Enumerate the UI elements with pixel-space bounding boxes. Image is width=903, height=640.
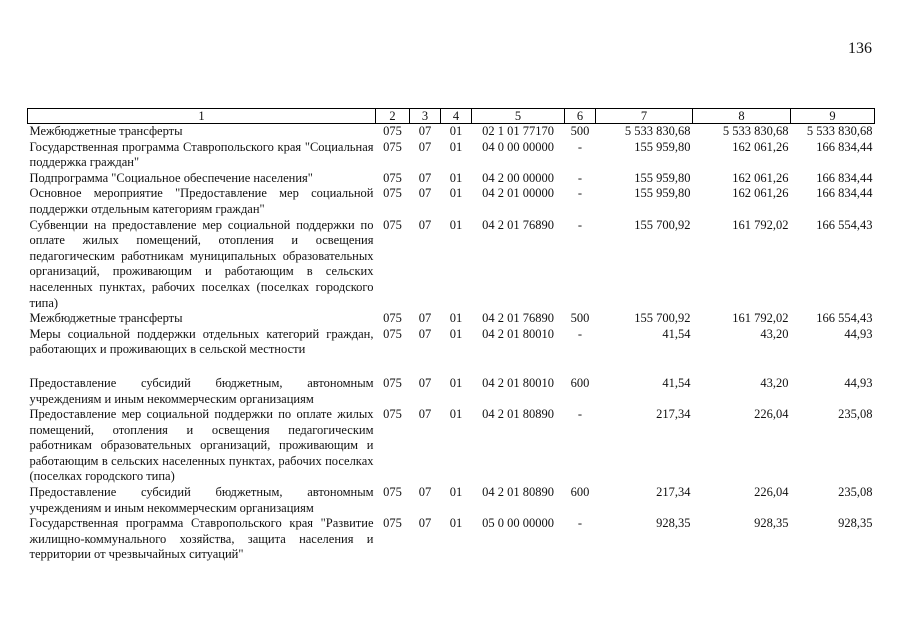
row-amount-year-2: 226,04 bbox=[754, 485, 789, 500]
row-section: 07 bbox=[418, 139, 432, 154]
table-row bbox=[28, 186, 875, 217]
row-amount-year-3: 166 554,43 bbox=[816, 311, 873, 326]
row-target-article: 04 2 01 80010 bbox=[482, 375, 554, 390]
row-code: 075 bbox=[383, 516, 402, 531]
column-header-code: 2 bbox=[376, 109, 410, 124]
row-code: 075 bbox=[383, 326, 402, 341]
row-section: 07 bbox=[418, 375, 432, 390]
row-amount-year-3: 166 834,44 bbox=[816, 170, 873, 185]
row-amount-year-3: 44,93 bbox=[844, 375, 873, 390]
row-expense-type: - bbox=[577, 170, 583, 185]
row-amount-year-1: 155 700,92 bbox=[634, 311, 691, 326]
row-name: Предоставление субсидий бюджетным, автономным учреждениям и иным некоммерческим организациям bbox=[29, 375, 374, 406]
row-subsection: 01 bbox=[449, 139, 463, 154]
table-row bbox=[28, 516, 875, 563]
row-target-article: 04 2 00 00000 bbox=[482, 170, 554, 185]
row-subsection: 01 bbox=[449, 217, 463, 232]
row-amount-year-3: 166 554,43 bbox=[816, 217, 873, 232]
row-section: 07 bbox=[418, 485, 432, 500]
budget-table bbox=[27, 108, 875, 563]
row-subsection: 01 bbox=[449, 407, 463, 422]
table-row bbox=[28, 407, 875, 485]
row-code: 075 bbox=[383, 139, 402, 154]
row-target-article: 04 2 01 00000 bbox=[482, 186, 554, 201]
row-target-article: 04 0 00 00000 bbox=[482, 139, 554, 154]
row-subsection: 01 bbox=[449, 186, 463, 201]
row-amount-year-1: 41,54 bbox=[662, 375, 691, 390]
row-name: Основное мероприятие "Предоставление мер социальной поддержки отдельным категориям граждан" bbox=[29, 186, 374, 216]
row-target-article: 04 2 01 80890 bbox=[482, 407, 554, 422]
row-code: 075 bbox=[383, 485, 402, 500]
row-expense-type: - bbox=[577, 516, 583, 531]
row-subsection: 01 bbox=[449, 516, 463, 531]
row-code: 075 bbox=[383, 124, 402, 138]
row-expense-type: 600 bbox=[570, 375, 590, 390]
row-subsection: 01 bbox=[449, 485, 463, 500]
row-expense-type: - bbox=[577, 186, 583, 201]
row-amount-year-3: 166 834,44 bbox=[816, 139, 873, 154]
row-amount-year-1: 41,54 bbox=[662, 326, 691, 341]
row-amount-year-2: 43,20 bbox=[760, 326, 789, 341]
row-amount-year-2: 162 061,26 bbox=[732, 139, 789, 154]
row-target-article: 04 2 01 76890 bbox=[482, 217, 554, 232]
row-amount-year-2: 226,04 bbox=[754, 407, 789, 422]
row-name: Государственная программа Ставропольского края "Развитие жилищно-коммунального хозяйства, защита населения и территории от чрезвычайных ситуаций" bbox=[29, 516, 374, 562]
row-section: 07 bbox=[418, 407, 432, 422]
table-row bbox=[28, 124, 875, 140]
row-name: Предоставление мер социальной поддержки по оплате жилых помещений, отопления и освещения педагогическим работникам образовательных организаций, проживающим и работающим в сельских населенных пунктах, рабочих поселках (поселках городского типа) bbox=[29, 407, 374, 484]
row-target-article: 04 2 01 80010 bbox=[482, 326, 554, 341]
page-number: 136 bbox=[848, 40, 872, 57]
table-row bbox=[28, 218, 875, 312]
row-target-article: 02 1 01 77170 bbox=[482, 124, 554, 138]
row-amount-year-1: 155 959,80 bbox=[634, 186, 691, 201]
row-subsection: 01 bbox=[449, 124, 463, 138]
row-section: 07 bbox=[418, 186, 432, 201]
row-section: 07 bbox=[418, 217, 432, 232]
row-amount-year-2: 43,20 bbox=[760, 375, 789, 390]
row-subsection: 01 bbox=[449, 311, 463, 326]
row-code: 075 bbox=[383, 311, 402, 326]
row-amount-year-1: 155 959,80 bbox=[634, 139, 691, 154]
row-name: Субвенции на предоставление мер социальной поддержки по оплате жилых помещений, отопления и освещения педагогическим работникам муниципальных образовательных организаций, проживающим и работающим в сельских населенных пунктах, рабочих поселках (поселках городского типа) bbox=[29, 217, 374, 310]
row-target-article: 04 2 01 76890 bbox=[482, 311, 554, 326]
column-header-section: 3 bbox=[410, 109, 441, 124]
row-amount-year-3: 235,08 bbox=[838, 407, 873, 422]
row-amount-year-3: 5 533 830,68 bbox=[806, 124, 873, 138]
row-amount-year-3: 235,08 bbox=[838, 485, 873, 500]
row-expense-type: - bbox=[577, 139, 583, 154]
table-row bbox=[28, 327, 875, 358]
table-row bbox=[28, 171, 875, 187]
column-header-expense-type: 6 bbox=[565, 109, 596, 124]
row-name: Межбюджетные трансферты bbox=[29, 311, 183, 326]
table-row bbox=[28, 485, 875, 516]
row-code: 075 bbox=[383, 375, 402, 390]
row-expense-type: 600 bbox=[570, 485, 590, 500]
row-target-article: 04 2 01 80890 bbox=[482, 485, 554, 500]
row-expense-type: - bbox=[577, 407, 583, 422]
row-subsection: 01 bbox=[449, 170, 463, 185]
row-code: 075 bbox=[383, 186, 402, 201]
row-name: Подпрограмма "Социальное обеспечение населения" bbox=[29, 170, 313, 185]
row-amount-year-2: 162 061,26 bbox=[732, 170, 789, 185]
column-header-year-2: 8 bbox=[693, 109, 791, 124]
row-section: 07 bbox=[418, 170, 432, 185]
row-code: 075 bbox=[383, 407, 402, 422]
table-row bbox=[28, 358, 875, 407]
row-amount-year-2: 161 792,02 bbox=[732, 217, 789, 232]
column-header-subsection: 4 bbox=[441, 109, 472, 124]
row-amount-year-2: 162 061,26 bbox=[732, 186, 789, 201]
row-subsection: 01 bbox=[449, 375, 463, 390]
row-expense-type: - bbox=[577, 217, 583, 232]
row-amount-year-3: 44,93 bbox=[844, 326, 873, 341]
row-amount-year-1: 5 533 830,68 bbox=[624, 124, 691, 138]
table-row bbox=[28, 140, 875, 171]
row-amount-year-3: 166 834,44 bbox=[816, 186, 873, 201]
row-name: Межбюджетные трансферты bbox=[29, 124, 183, 138]
row-code: 075 bbox=[383, 217, 402, 232]
row-name: Предоставление субсидий бюджетным, автономным учреждениям и иным некоммерческим организациям bbox=[29, 485, 374, 515]
row-name: Меры социальной поддержки отдельных категорий граждан, работающих и проживающих в сельской местности bbox=[29, 326, 374, 357]
row-expense-type: - bbox=[577, 326, 583, 341]
row-amount-year-1: 155 959,80 bbox=[634, 170, 691, 185]
column-header-year-1: 7 bbox=[596, 109, 693, 124]
row-section: 07 bbox=[418, 124, 432, 138]
row-expense-type: 500 bbox=[570, 311, 590, 326]
row-amount-year-1: 217,34 bbox=[656, 485, 691, 500]
column-number-row bbox=[28, 109, 875, 124]
row-expense-type: 500 bbox=[570, 124, 590, 138]
column-header-target-article: 5 bbox=[472, 109, 565, 124]
row-code: 075 bbox=[383, 170, 402, 185]
row-target-article: 05 0 00 00000 bbox=[482, 516, 554, 531]
row-amount-year-2: 928,35 bbox=[754, 516, 789, 531]
row-amount-year-3: 928,35 bbox=[838, 516, 873, 531]
column-header-year-3: 9 bbox=[791, 109, 875, 124]
table-row bbox=[28, 311, 875, 327]
row-name: Государственная программа Ставропольского края "Социальная поддержка граждан" bbox=[29, 139, 374, 170]
row-section: 07 bbox=[418, 311, 432, 326]
row-amount-year-1: 928,35 bbox=[656, 516, 691, 531]
row-subsection: 01 bbox=[449, 326, 463, 341]
column-header-name: 1 bbox=[28, 109, 376, 124]
row-section: 07 bbox=[418, 326, 432, 341]
row-amount-year-2: 161 792,02 bbox=[732, 311, 789, 326]
row-section: 07 bbox=[418, 516, 432, 531]
row-amount-year-2: 5 533 830,68 bbox=[722, 124, 789, 138]
row-amount-year-1: 217,34 bbox=[656, 407, 691, 422]
row-amount-year-1: 155 700,92 bbox=[634, 217, 691, 232]
